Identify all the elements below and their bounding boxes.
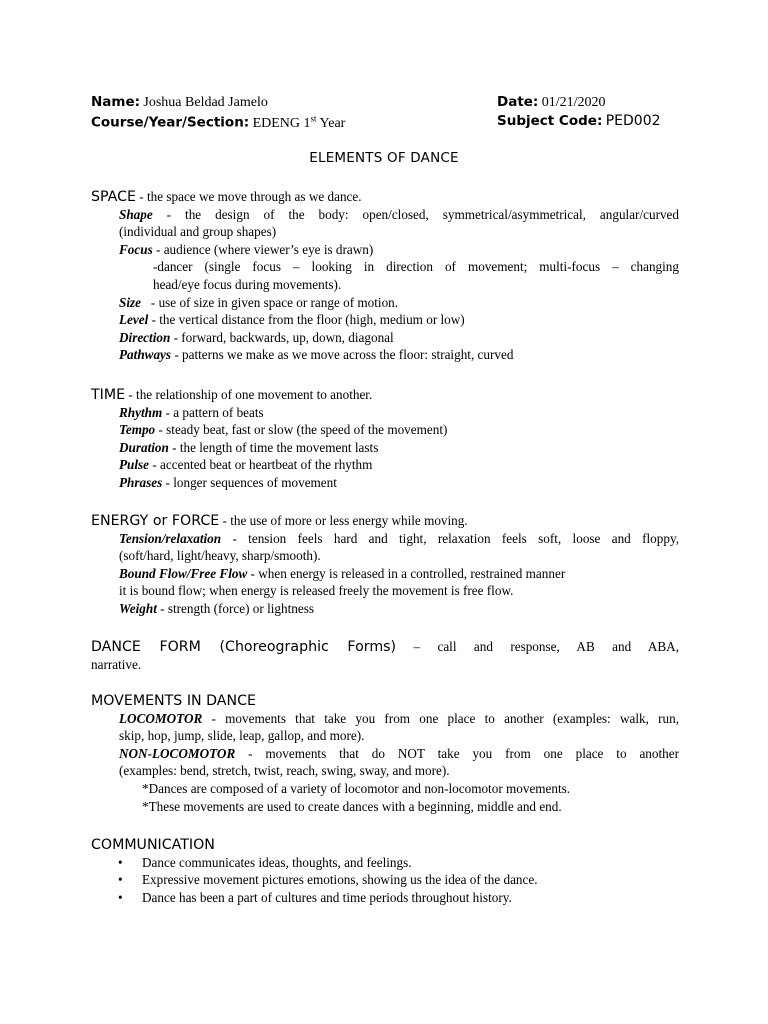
term-bound-flow: Bound Flow/Free Flow [119,565,248,581]
term-focus: Focus [119,241,153,257]
date-value: 01/21/2020 [541,95,606,110]
name-label: Name: [91,94,141,110]
section-energy: ENERGY or FORCE - the use of more or less energy while moving. Tension/relaxation - tension feels hard and tight, relaxation feels soft, loose and floppy, (soft/hard, light/heavy, sharp/smooth). Bound Flow/Free Flow - when energy is released in a controlled, restrained manner it is bound flow; when energy is released freely the movement is free flow. Weight - strength (force) or lightness [91,513,679,616]
term-duration: Duration [119,439,169,455]
bullet-icon: • [118,889,123,905]
term-tension: Tension/relaxation [119,530,222,546]
course-line [91,113,345,132]
list-item: • Dance has been a part of cultures and time periods throughout history. [118,889,512,905]
term-weight: Weight [119,600,157,616]
name-value: Joshua Beldad Jamelo [143,95,268,110]
name-line [91,94,268,111]
section-heading: MOVEMENTS IN DANCE [91,693,256,709]
section-heading: DANCE FORM (Choreographic Forms) [91,639,397,655]
term-non-locomotor: NON-LOCOMOTOR [119,745,236,761]
list-item: • Expressive movement pictures emotions, showing us the idea of the dance. [118,872,538,888]
section-communication [91,836,679,906]
term-shape: Shape [119,206,153,222]
subject-value: PED002 [605,113,661,129]
section-heading: ENERGY or FORCE [91,513,220,529]
section-time: TIME - the relationship of one movement to another. Rhythm - a pattern of beats Tempo - steady beat, fast or slow (the speed of the movement) Duration - the length of time the movement lasts Pulse - accented beat or heartbeat of the rhythm Phrases - longer sequences of movement [91,387,448,490]
list-item: • Dance communicates ideas, thoughts, and feelings. [118,854,412,870]
term-size: Size [119,294,141,310]
term-locomotor: LOCOMOTOR [119,710,203,726]
date-label: Date: [497,94,539,110]
term-phrases: Phrases [119,474,163,490]
course-value: EDENG 1st Year [252,113,346,131]
note: *These movements are used to create dances with a beginning, middle and end. [142,798,562,814]
page-title: ELEMENTS OF DANCE [309,150,459,166]
section-dance-form: DANCE FORM (Choreographic Forms) – call and response, AB and ABA, narrative. [91,639,679,672]
term-direction: Direction [119,329,171,345]
section-heading: TIME [91,387,126,403]
term-pulse: Pulse [119,457,150,473]
section-movements: MOVEMENTS IN DANCE LOCOMOTOR - movements that take you from one place to another (examples: walk, run, skip, hop, jump, slide, leap, gallop, and more). NON-LOCOMOTOR - movements that do NOT take you from one place to another (examples: bend, stretch, twist, reach, swing, sway, and more). *Dances are composed of a variety of locomotor and non-locomotor movements. *These movements are used to create dances with a beginning, middle and end. [91,693,679,814]
term-rhythm: Rhythm [119,404,163,420]
bullet-icon: • [118,854,123,870]
date-line [497,94,605,111]
course-label: Course/Year/Section: [91,114,250,131]
subject-label: Subject Code: [497,113,603,129]
term-pathways: Pathways [119,347,172,363]
section-space: SPACE - the space we move through as we dance. Shape - the design of the body: open/closed, symmetrical/asymmetrical, angular/curved (individual and group shapes) Focus - audience (where viewer’s eye is drawn) -dancer (single focus – looking in direction of movement; multi-focus – changing head/eye focus during movements). Size - use of size in given space or range of motion. Level - the vertical distance from the floor (high, medium or low) Direction - forward, backwards, up, down, diagonal Pathways - patterns we make as we move across the floor: straight, curved [91,189,679,363]
subject-line [497,113,661,129]
bullet-icon: • [118,872,123,888]
note: *Dances are composed of a variety of locomotor and non-locomotor movements. [142,780,571,796]
term-tempo: Tempo [119,422,156,438]
section-heading: COMMUNICATION [91,837,215,853]
term-level: Level [119,312,149,328]
section-heading: SPACE [91,189,136,205]
